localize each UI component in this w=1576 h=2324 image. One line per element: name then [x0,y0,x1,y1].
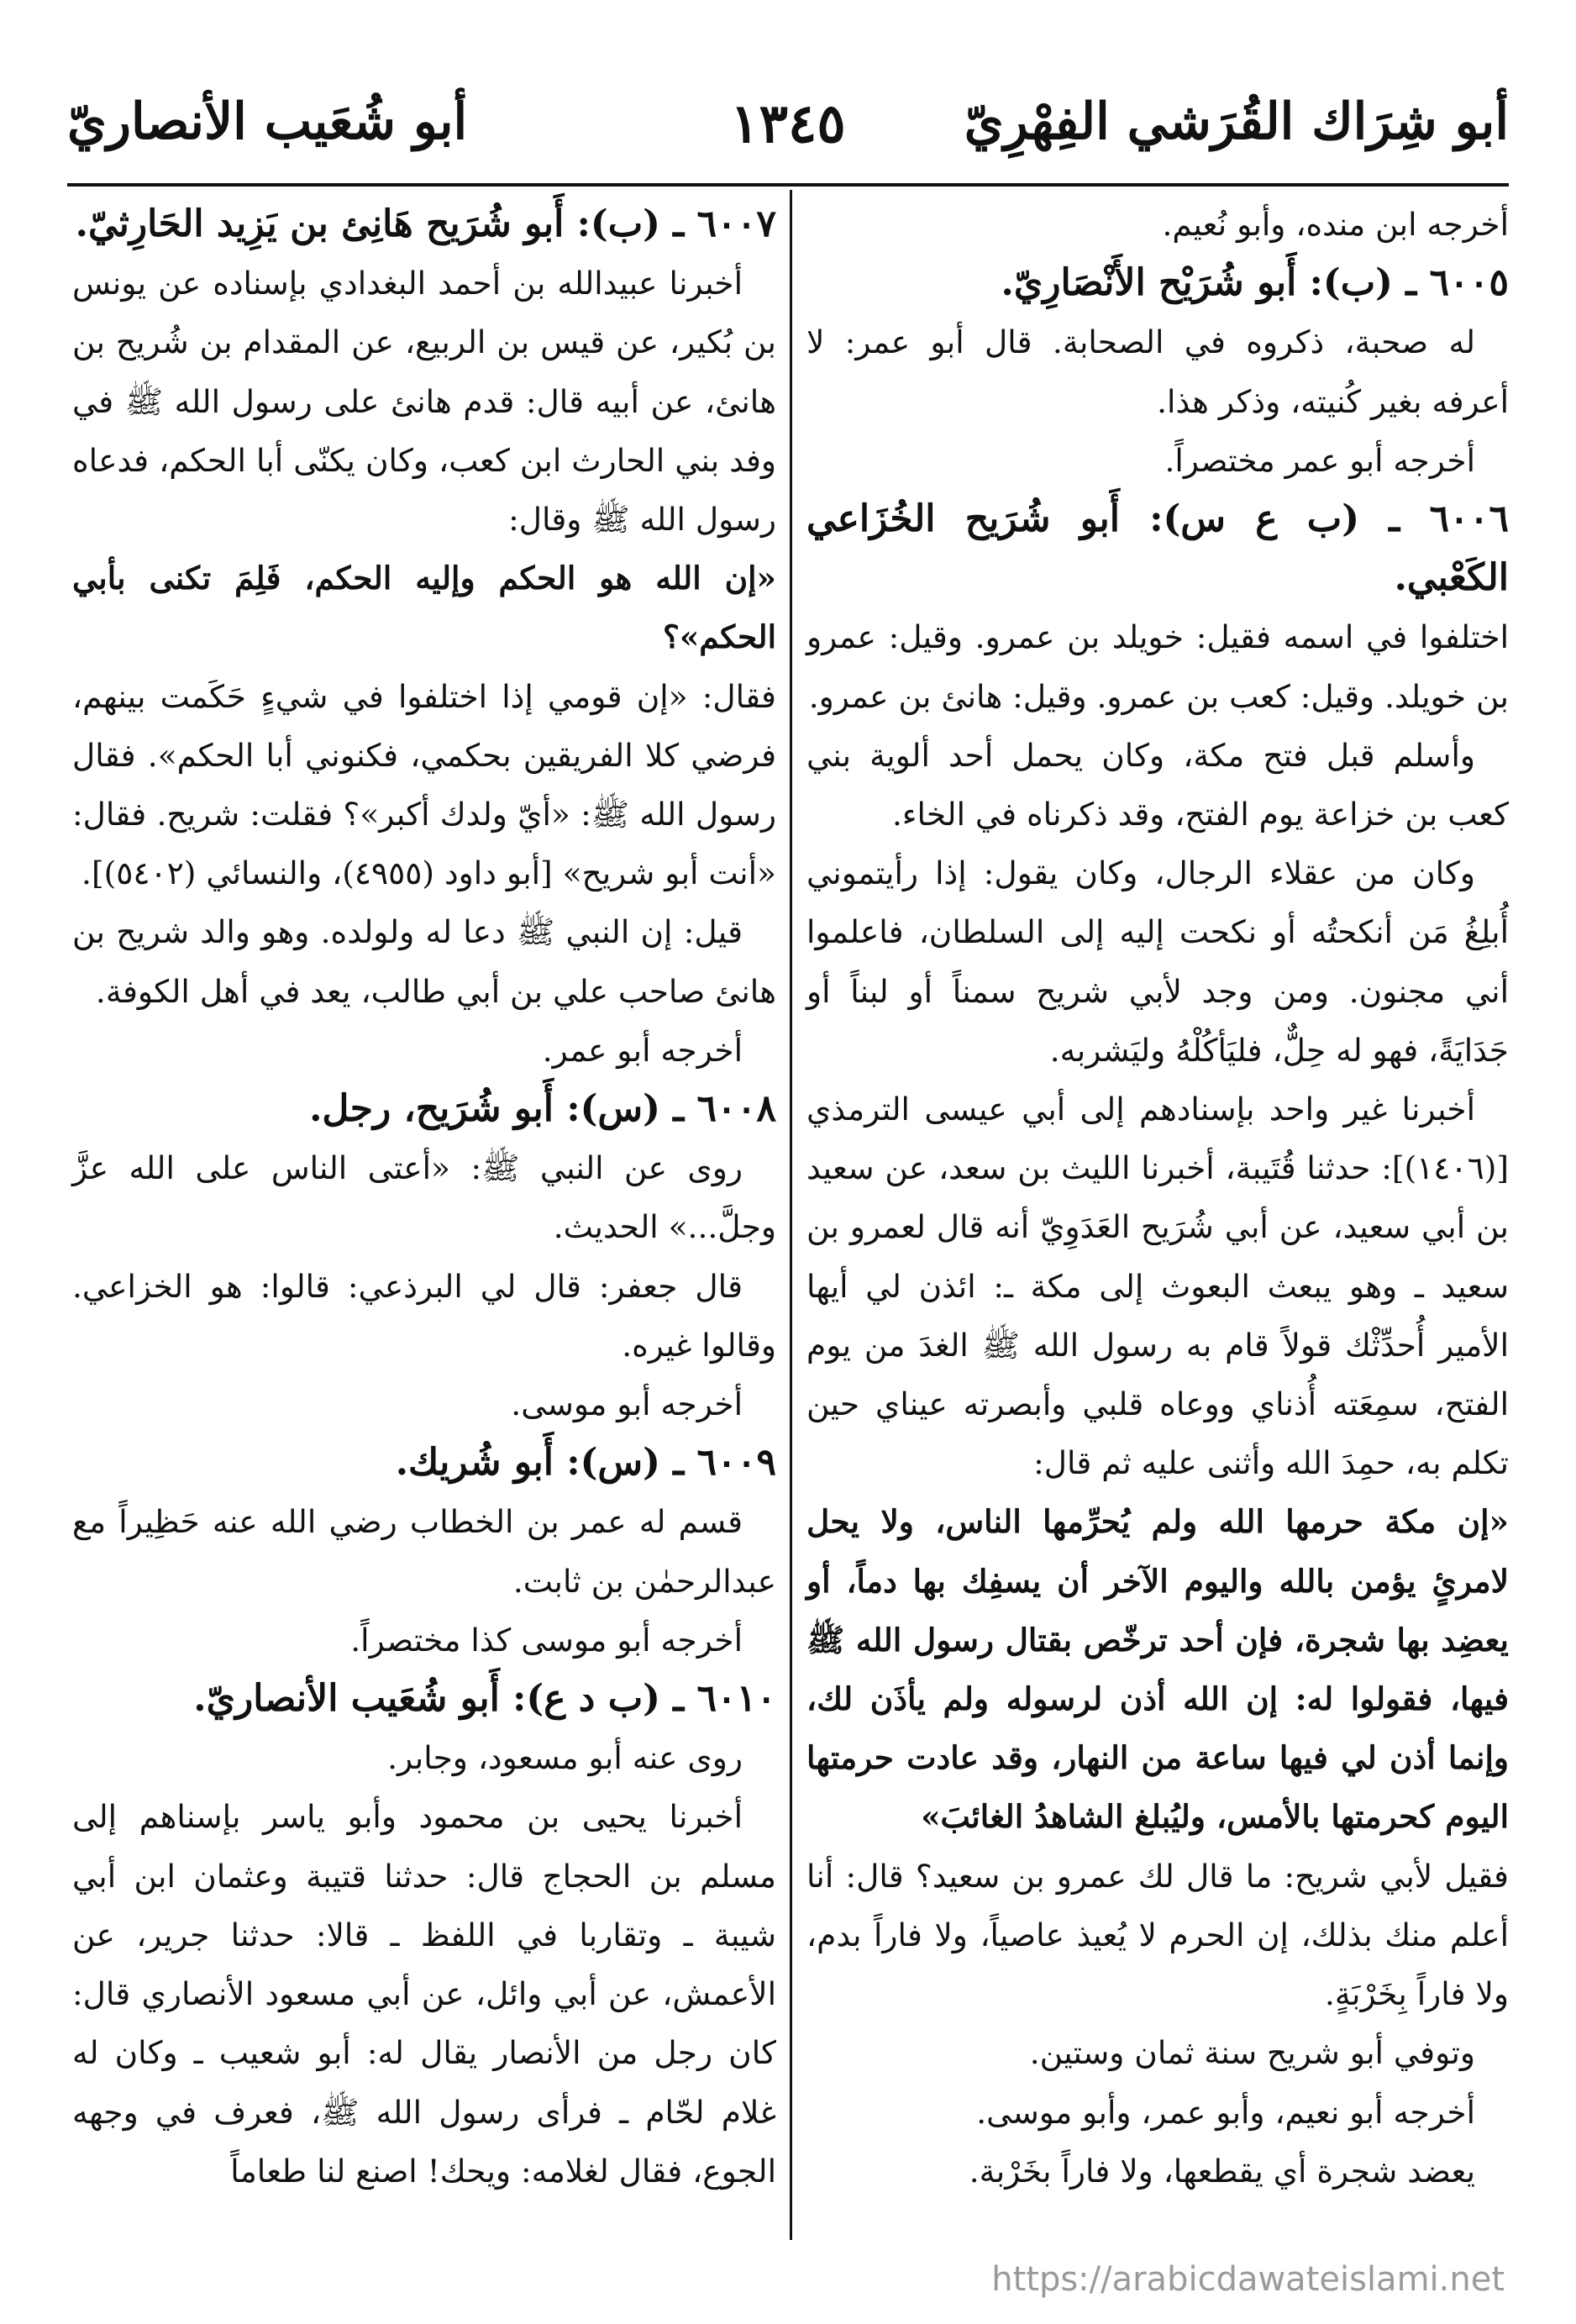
paragraph: وأسلم قبل فتح مكة، وكان يحمل أحد ألوية بني كعب بن خزاعة يوم الفتح، وقد ذكرناه في الخاء. [806,736,1509,833]
paragraph: قال جعفر: قال لي البرذعي: قالوا: هو الخزاعي. وقالوا غيره. [72,1267,776,1364]
footnote: يعضد شجرة أي يقطعها، ولا فاراً بخَرْبة. [969,2152,1475,2190]
paragraph: روى عنه أبو مسعود، وجابر. [387,1739,743,1777]
paragraph: أخرجه أبو عمر. [542,1031,743,1069]
column-divider [790,190,792,2240]
paragraph: وتوفي أبو شريح سنة ثمان وستين. [1029,2034,1475,2072]
paragraph: أخبرنا عبيدالله بن أحمد البغدادي بإسناده عن يونس بن بُكير، عن قيس بن الربيع، عن المقدام بن شُريح بن هانئ، عن أبيه قال: قدم هانئ على رسول الله ﷺ في وفد بني الحارث ابن كعب، وكان يكنّى أبا الحكم، فدعاه رسول الله ﷺ وقال: [72,265,776,539]
paragraph: فقيل لأبي شريح: ما قال لك عمرو بن سعيد؟ قال: أنا أعلم منك بذلك، إن الحرم لا يُعيذ عاصياً، ولا فاراً بدم، ولا فاراً بِخَرْبَةٍ. [806,1857,1509,2013]
running-title-left: أبو شُعَيب الأنصاريّ [67,92,468,151]
left-column [72,195,776,2200]
paragraph: له صحبة، ذكروه في الصحابة. قال أبو عمر: لا أعرفه بغير كُنيته، وذكر هذا. [806,323,1509,420]
running-title-right: أبو شِرَاك القُرَشي الفِهْرِيّ [964,92,1509,151]
entry-heading: ٦٠٠٦ ـ (ب ع س): أَبو شُرَيح الخُزَاعي الكَعْبي. [806,497,1509,600]
paragraph: اختلفوا في اسمه فقيل: خويلد بن عمرو. وقيل: عمرو بن خويلد. وقيل: كعب بن عمرو. وقيل: هانئ بن عمرو. [806,618,1509,715]
paragraph: أخبرنا غير واحد بإسنادهم إلى أبي عيسى الترمذي [(١٤٠٦)]: حدثنا قُتَيبة، أخبرنا الليث بن سعد، عن سعيد بن أبي سعيد، عن أبي شُرَيح العَدَوِيّ أنه قال لعمرو بن سعيد ـ وهو يبعث البعوث إلى مكة ـ: ائذن لي أيها الأمير أُحدِّثْك قولاً قام به رسول الله ﷺ الغدَ من يوم الفتح، سمِعَته أُذناي ووعاه قلبي وأبصرته عيناي حين تكلم به، حمِدَ الله وأثنى عليه ثم قال: [806,1091,1509,1482]
entry-heading: ٦٠٠٨ ـ (س): أَبو شُرَيح، رجل. [309,1087,776,1131]
entry-heading: ٦٠١٠ ـ (ب د ع): أَبو شُعَيب الأنصاريّ. [193,1677,776,1721]
page-header [67,84,1509,185]
paragraph: أخرجه أبو موسى كذا مختصراً. [350,1621,743,1659]
entry-heading: ٦٠٠٧ ـ (ب): أَبو شُرَيح هَانِئ بن يَزِيد الحَارِثيّ. [75,202,776,245]
paragraph: أخرجه أبو عمر مختصراً. [1164,441,1475,479]
entry-heading: ٦٠٠٥ ـ (ب): أَبو شُرَيْح الأَنْصَارِيّ. [1001,261,1509,305]
page-number: ١٣٤٥ [730,92,846,155]
paragraph: أخرجه أبو نعيم، وأبو عمر، وأبو موسى. [976,2093,1475,2131]
paragraph: أخبرنا يحيى بن محمود وأبو ياسر بإسناهم إلى مسلم بن الحجاج قال: حدثنا قتيبة وعثمان ابن أبي شيبة ـ وتقاربا في اللفظ ـ قالا: حدثنا جرير، عن الأعمش، عن أبي وائل، عن أبي مسعود الأنصاري قال: كان رجل من الأنصار يقال له: أبو شعيب ـ وكان له غلام لحّام ـ فرأى رسول الله ﷺ، فعرف في وجهه الجوع، فقال لغلامه: ويحك! اصنع لنا طعاماً [72,1798,776,2190]
paragraph: قسم له عمر بن الخطاب رضي الله عنه حَظِيراً مع عبدالرحمٰن بن ثابت. [72,1503,776,1600]
paragraph: قيل: إن النبي ﷺ دعا له ولولده. وهو والد شريح بن هانئ صاحب علي بن أبي طالب، يعد في أهل الكوفة. [72,913,776,1010]
right-column [806,195,1509,2200]
paragraph: وكان من عقلاء الرجال، وكان يقول: إذا رأيتموني أُبلِغُ مَن أنكحتُه أو نكحت إليه إلى السلطان، فاعلموا أني مجنون. ومن وجد لأبي شريح سمناً أو لبناً أو جَدَايَةً، فهو له حِلٌّ، فليَأكُلْهُ وليَشربه. [806,854,1509,1069]
paragraph: أخرجه أبو موسى. [511,1385,743,1423]
hadith-text: «إن الله هو الحكم وإليه الحكم، فَلِمَ تكنى بأبي الحكم»؟ [72,560,776,656]
paragraph: فقال: «إن قومي إذا اختلفوا في شيءٍ حَكَمت بينهم، فرضي كلا الفريقين بحكمي، فكنوني أبا الحكم». فقال رسول الله ﷺ: «أيّ ولدك أكبر»؟ فقلت: شريح. فقال: «أنت أبو شريح» [أبو داود (٤٩٥٥)، والنسائي (٥٤٠٢)]. [72,677,776,892]
header-rule [67,183,1509,187]
watermark-url: https://arabicdawateislami.net [991,2260,1505,2299]
hadith-text: «إن مكة حرمها الله ولم يُحرِّمها الناس، ولا يحل لامرئٍ يؤمن بالله واليوم الآخر أن يسفِك بها دماً، أو يعضِد بها شجرة، فإن أحد ترخّص بقتال رسول الله ﷺ فيها، فقولوا له: إن الله أذن لرسوله ولم يأذَن لك، وإنما أذن لي فيها ساعة من النهار، وقد عادت حرمتها اليوم كحرمتها بالأمس، وليُبلغ الشاهدُ الغائبَ» [806,1503,1509,1836]
paragraph: أخرجه ابن منده، وأبو نُعيم. [1162,206,1509,243]
entry-heading: ٦٠٠٩ ـ (س): أَبو شُريك. [395,1441,776,1485]
paragraph: روى عن النبي ﷺ: «أعتى الناس على الله عزَّ وجلَّ...» الحديث. [72,1149,776,1246]
